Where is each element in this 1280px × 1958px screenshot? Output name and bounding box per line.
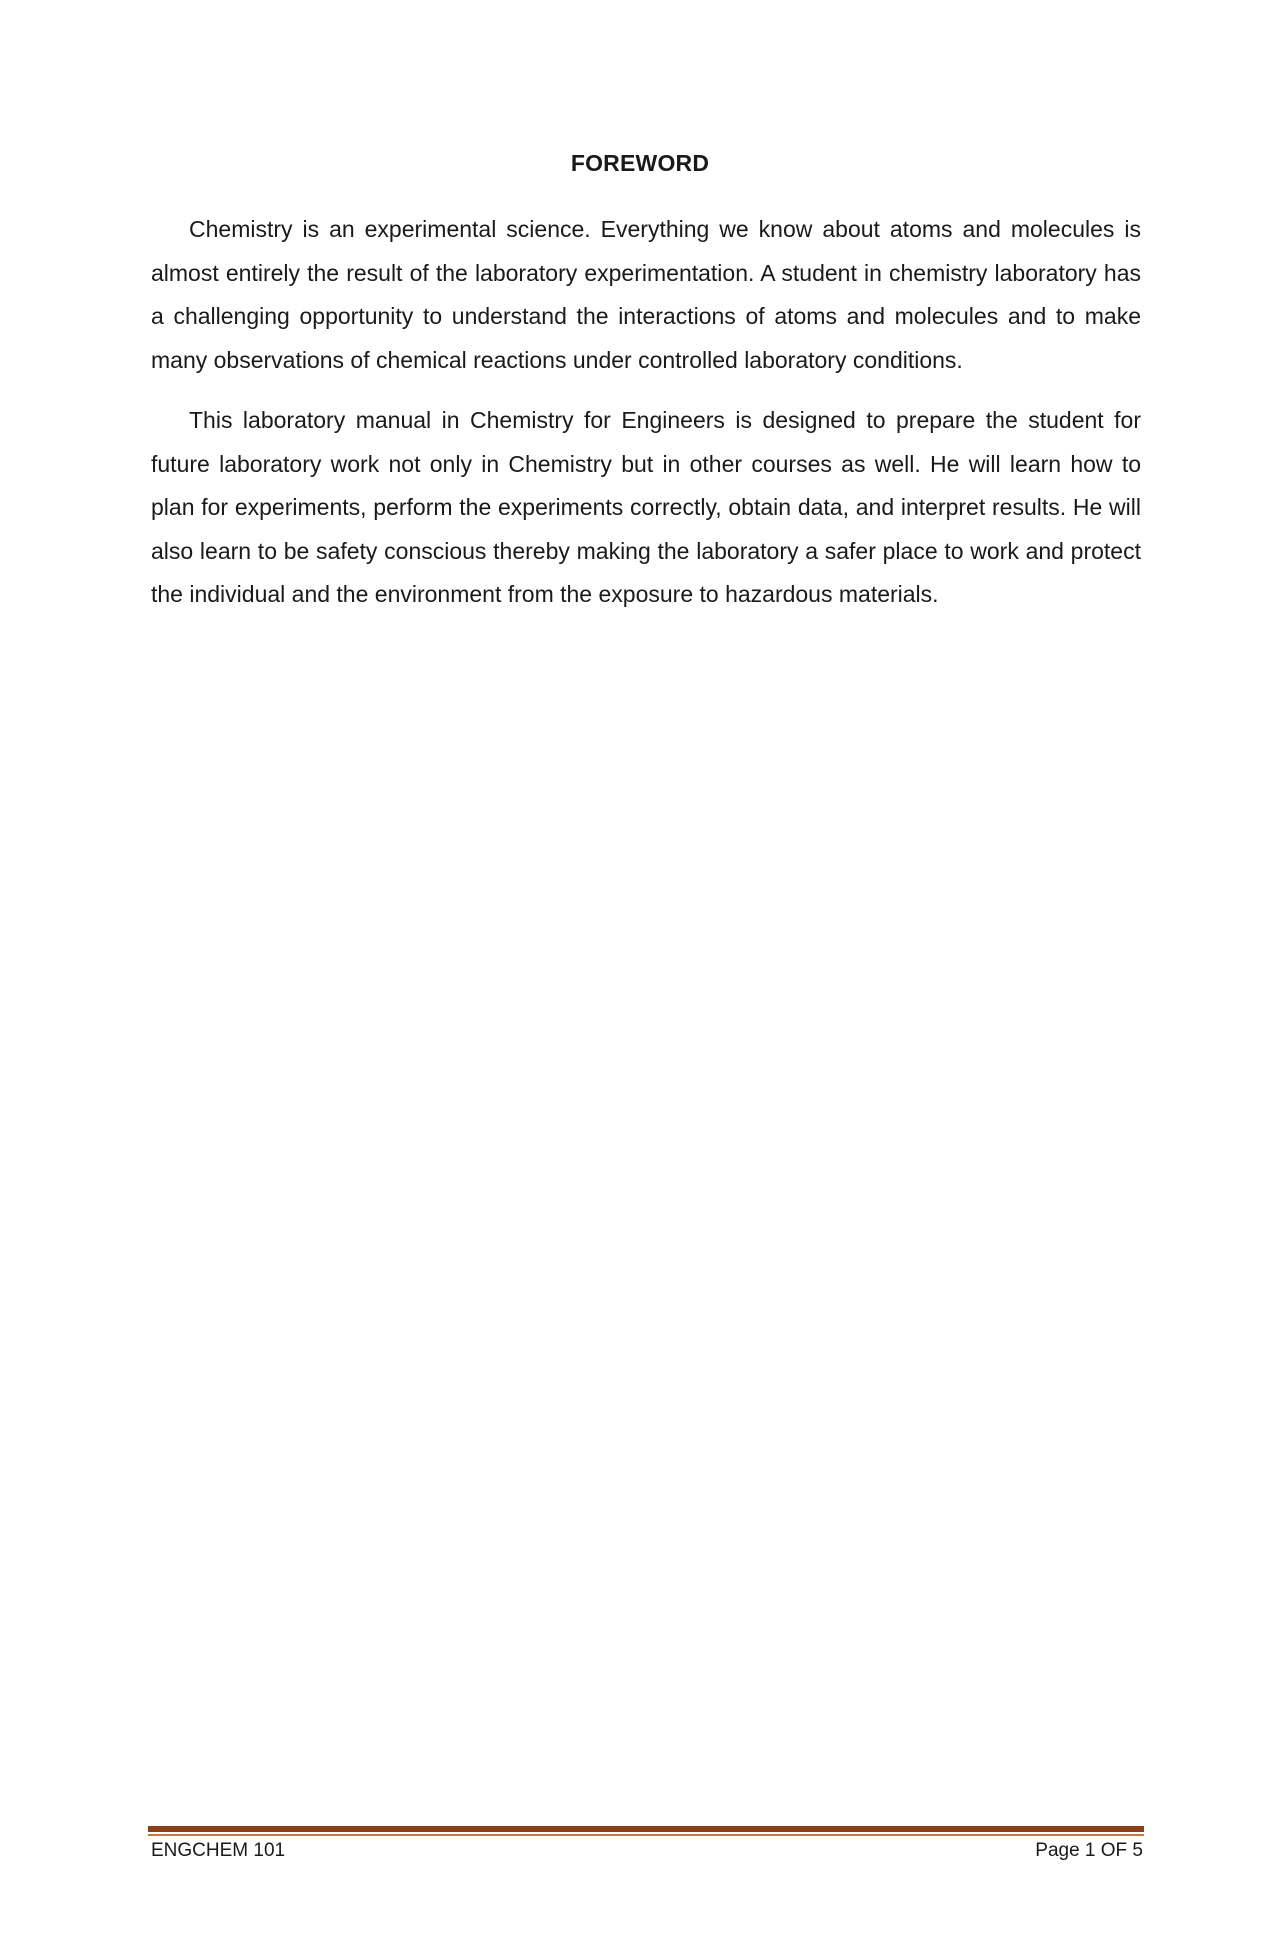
page-title: FOREWORD: [570, 150, 710, 176]
paragraph-2: This laboratory manual in Chemistry for Engineers is designed to prepare the student for future laboratory work not only in Chemistry but in other courses as well. He will learn how to plan for experiments, perform the experiments correctly, obtain data, and interpret results. He will also learn to be safety conscious thereby making the laboratory a safer place to work and protect the individual and the environment from the exposure to hazardous materials.: [151, 407, 1141, 607]
footer-course-code: ENGCHEM 101: [151, 1840, 286, 1861]
footer-page-number: Page 1 OF 5: [1035, 1840, 1143, 1861]
footer-divider: [148, 1826, 1144, 1836]
paragraph-1: Chemistry is an experimental science. Everything we know about atoms and molecules is almost entirely the result of the laboratory experimentation. A student in chemistry laboratory has a challenging opportunity to understand the interactions of atoms and molecules and to make many observations of chemical reactions under controlled laboratory conditions.: [151, 216, 1141, 373]
foreword-body: [151, 208, 1141, 634]
